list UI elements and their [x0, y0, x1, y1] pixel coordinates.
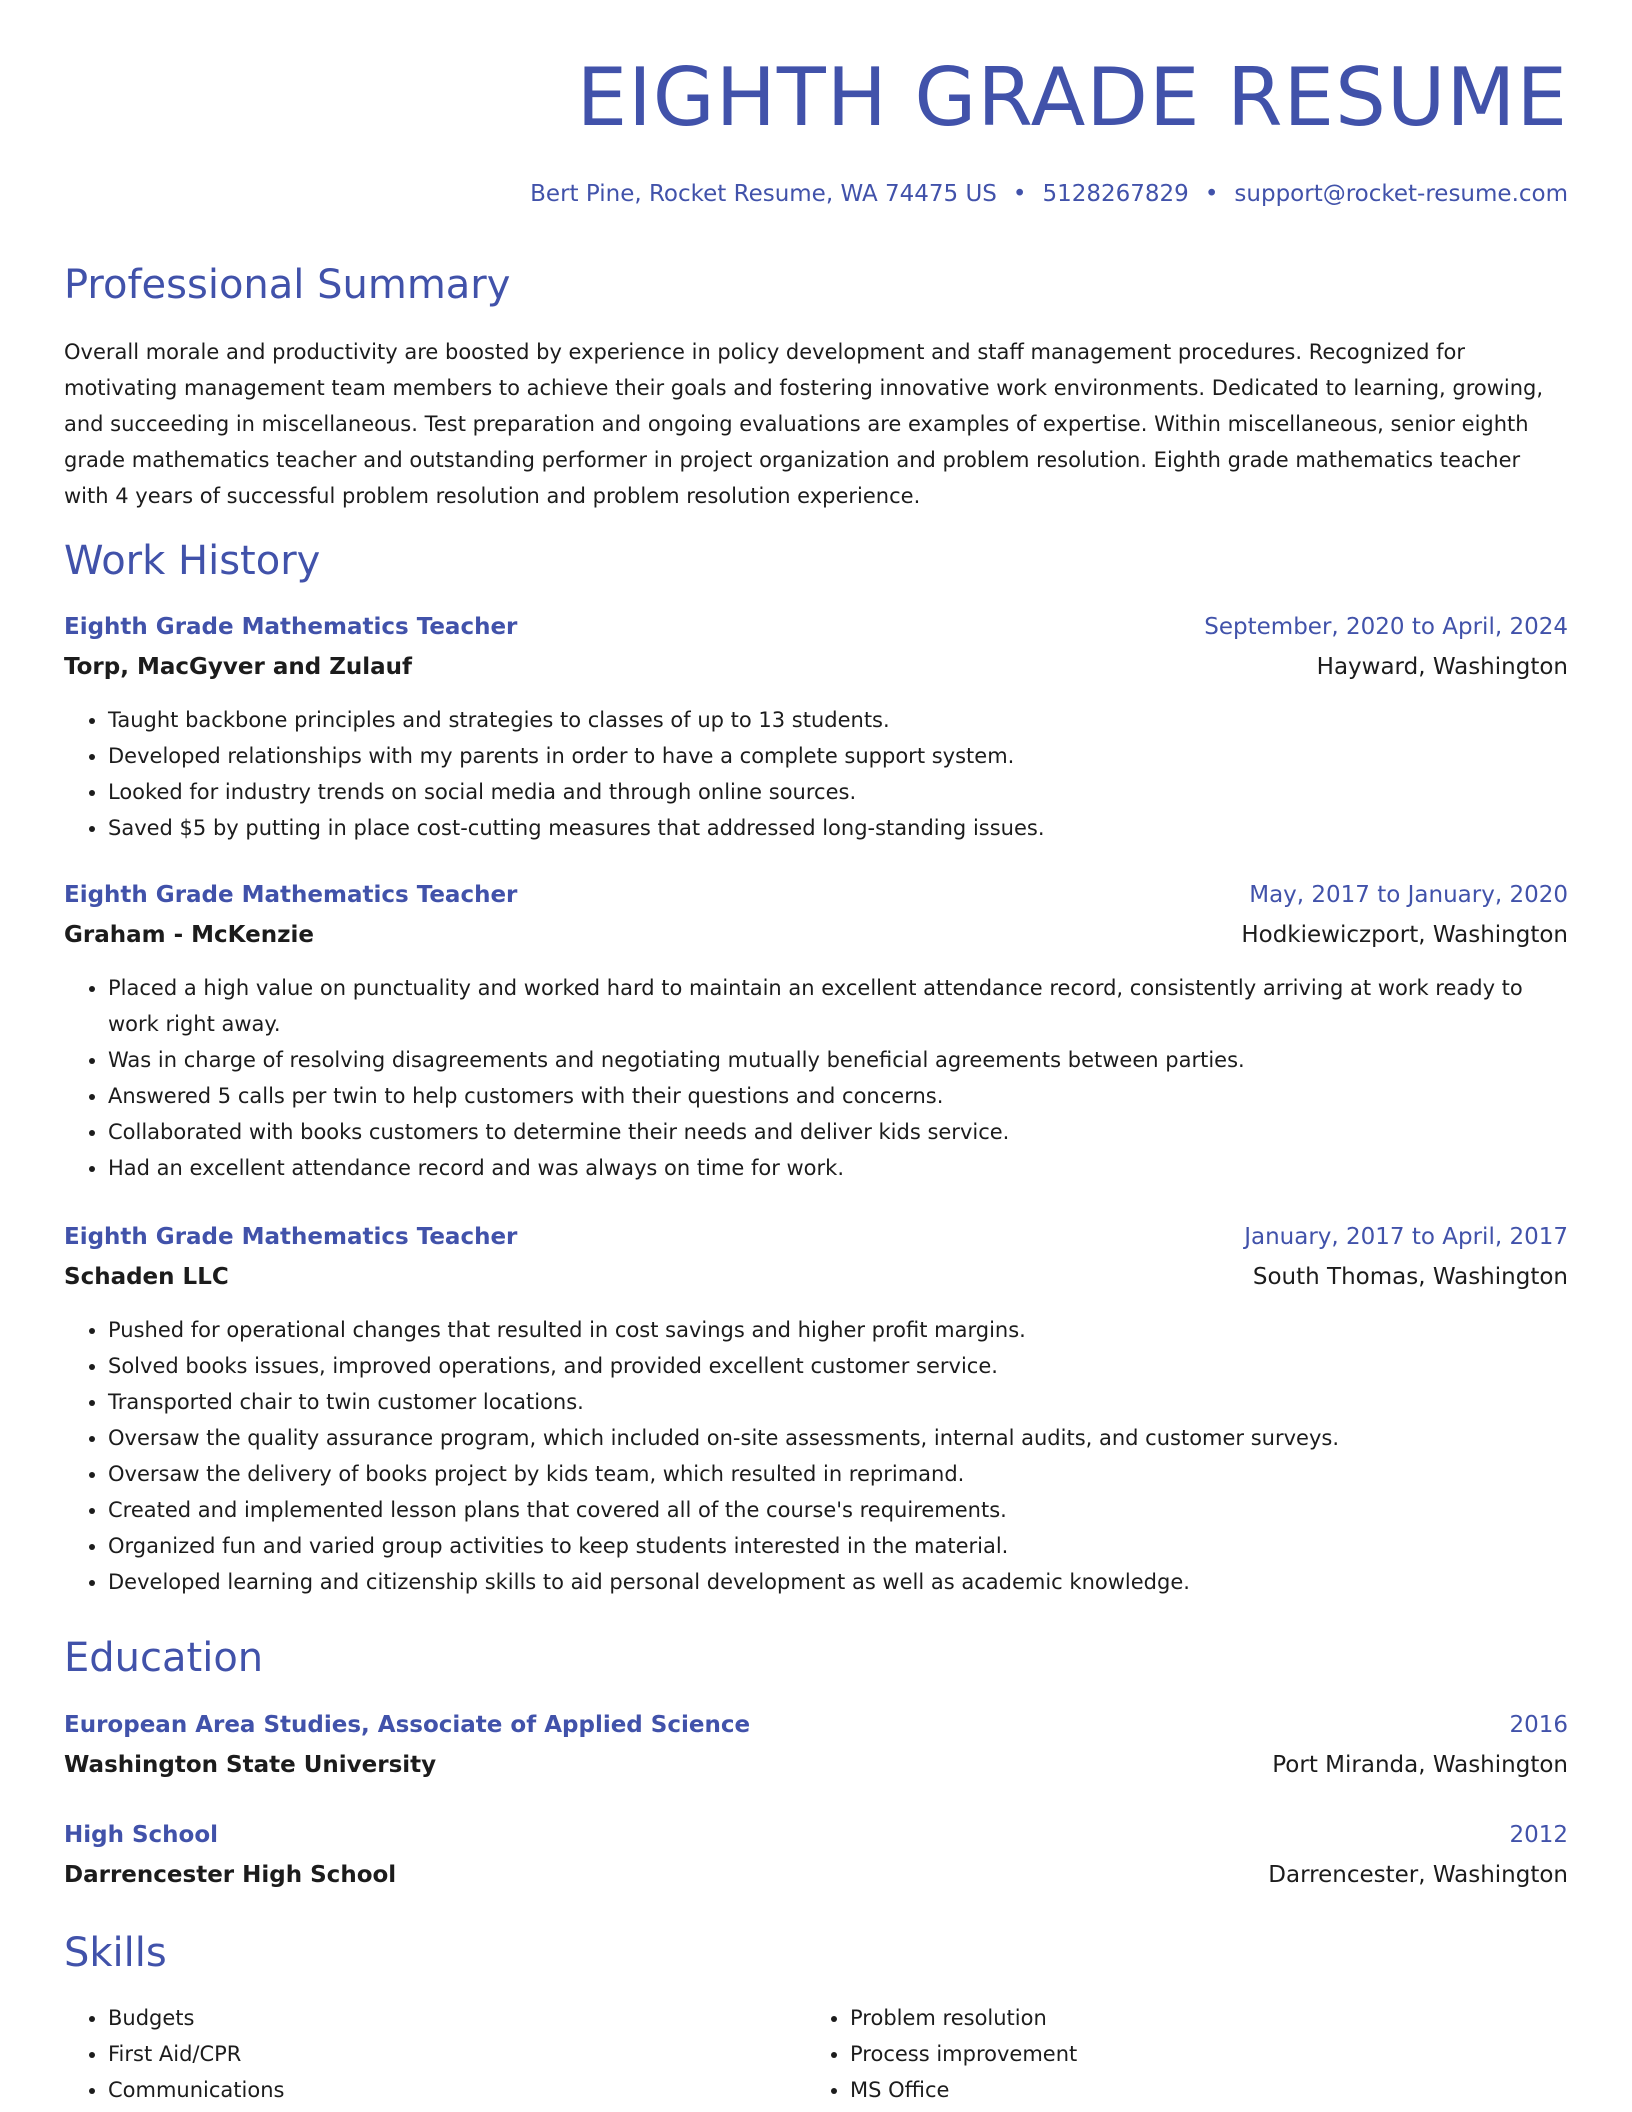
education-location: Darrencester, Washington: [1268, 1862, 1568, 1888]
job-title: Eighth Grade Mathematics Teacher: [64, 1224, 518, 1250]
job-bullet: • Pushed for operational changes that resulted in cost savings and higher profit margins.: [108, 1312, 1568, 1348]
job-bullet: • Developed relationships with my parents in order to have a complete support system.: [108, 738, 1568, 774]
job-bullet-list: [64, 970, 1568, 1186]
contact-phone: 5128267829: [1042, 181, 1189, 207]
job-bullet: • Answered 5 calls per twin to help customers with their questions and concerns.: [108, 1078, 1568, 1114]
job-bullet: • Organized fun and varied group activities to keep students interested in the material.: [108, 1528, 1568, 1564]
job-title: Eighth Grade Mathematics Teacher: [64, 882, 518, 908]
education-degree: European Area Studies, Associate of Applied Science: [64, 1712, 751, 1738]
section-heading-skills: Skills: [64, 1930, 167, 1976]
contact-email[interactable]: support@rocket-resume.com: [1234, 181, 1568, 207]
job-company-row: [64, 919, 1568, 951]
skill-item: • Problem resolution: [850, 2000, 1510, 2036]
job-company-row: [64, 1261, 1568, 1293]
job-bullet: • Oversaw the delivery of books project by kids team, which resulted in reprimand.: [108, 1456, 1568, 1492]
job-bullet-list: [64, 702, 1568, 846]
education-header-row: [64, 1819, 1568, 1851]
education-year: 2016: [1509, 1712, 1568, 1738]
job-company: Schaden LLC: [64, 1264, 229, 1290]
job-dates: January, 2017 to April, 2017: [1244, 1224, 1568, 1250]
skill-item: • Communications: [108, 2072, 768, 2108]
education-school: Darrencester High School: [64, 1862, 397, 1888]
job-location: Hodkiewiczport, Washington: [1241, 922, 1568, 948]
job-bullet: • Oversaw the quality assurance program, which included on-site assessments, internal audits, and customer surveys.: [108, 1420, 1568, 1456]
education-school: Washington State University: [64, 1752, 437, 1778]
job-bullet: • Developed learning and citizenship skills to aid personal development as well as academic knowledge.: [108, 1564, 1568, 1600]
skills-list-right: [806, 2000, 1510, 2108]
job-bullet: • Solved books issues, improved operations, and provided excellent customer service.: [108, 1348, 1568, 1384]
job-bullet: • Saved $5 by putting in place cost-cutting measures that addressed long-standing issues.: [108, 810, 1568, 846]
job-bullet: • Collaborated with books customers to determine their needs and deliver kids service.: [108, 1114, 1568, 1150]
skill-item: • MS Office: [850, 2072, 1510, 2108]
summary-text: Overall morale and productivity are boosted by experience in policy development and staff management procedures. Recognized for motivating management team members to achieve their goals and fostering innovative work environments. Dedicated to learning, growing, and succeeding in miscellaneous. Test preparation and ongoing evaluations are examples of expertise. Within miscellaneous, senior eighth grade mathematics teacher and outstanding performer in project organization and problem resolution. Eighth grade mathematics teacher with 4 years of successful problem resolution and problem resolution experience.: [64, 340, 1544, 508]
job-bullet: • Taught backbone principles and strategies to classes of up to 13 students.: [108, 702, 1568, 738]
job-bullet: • Was in charge of resolving disagreements and negotiating mutually beneficial agreements between parties.: [108, 1042, 1568, 1078]
skill-item: • First Aid/CPR: [108, 2036, 768, 2072]
job-header-row: [64, 879, 1568, 911]
skill-item: • Process improvement: [850, 2036, 1510, 2072]
job-bullet-list: [64, 1312, 1568, 1600]
contact-separator: •: [1204, 181, 1219, 207]
job-bullet: • Transported chair to twin customer locations.: [108, 1384, 1568, 1420]
section-heading-work-history: Work History: [64, 538, 321, 584]
job-dates: September, 2020 to April, 2024: [1204, 614, 1568, 640]
job-bullet: • Placed a high value on punctuality and worked hard to maintain an excellent attendance record, consistently arriving at work ready to work right away.: [108, 970, 1568, 1042]
resume-title: EIGHTH GRADE RESUME: [576, 51, 1568, 144]
education-school-row: [64, 1859, 1568, 1891]
section-heading-summary: Professional Summary: [64, 262, 511, 308]
job-bullet: • Created and implemented lesson plans that covered all of the course's requirements.: [108, 1492, 1568, 1528]
job-company: Torp, MacGyver and Zulauf: [64, 654, 413, 680]
education-location: Port Miranda, Washington: [1272, 1752, 1568, 1778]
job-dates: May, 2017 to January, 2020: [1249, 882, 1568, 908]
contact-line: [530, 181, 1568, 207]
job-location: Hayward, Washington: [1316, 654, 1568, 680]
section-heading-education: Education: [64, 1635, 264, 1681]
job-bullet: • Looked for industry trends on social media and through online sources.: [108, 774, 1568, 810]
education-year: 2012: [1509, 1822, 1568, 1848]
job-header-row: [64, 1221, 1568, 1253]
job-location: South Thomas, Washington: [1252, 1264, 1568, 1290]
job-company: Graham - McKenzie: [64, 922, 314, 948]
job-header-row: [64, 611, 1568, 643]
education-school-row: [64, 1749, 1568, 1781]
job-title: Eighth Grade Mathematics Teacher: [64, 614, 518, 640]
skills-list-left: [64, 2000, 768, 2108]
contact-separator: •: [1012, 181, 1027, 207]
contact-address: Bert Pine, Rocket Resume, WA 74475 US: [530, 181, 997, 207]
job-bullet: • Had an excellent attendance record and was always on time for work.: [108, 1150, 1568, 1186]
education-header-row: [64, 1709, 1568, 1741]
skill-item: • Budgets: [108, 2000, 768, 2036]
job-company-row: [64, 651, 1568, 683]
education-degree: High School: [64, 1822, 219, 1848]
